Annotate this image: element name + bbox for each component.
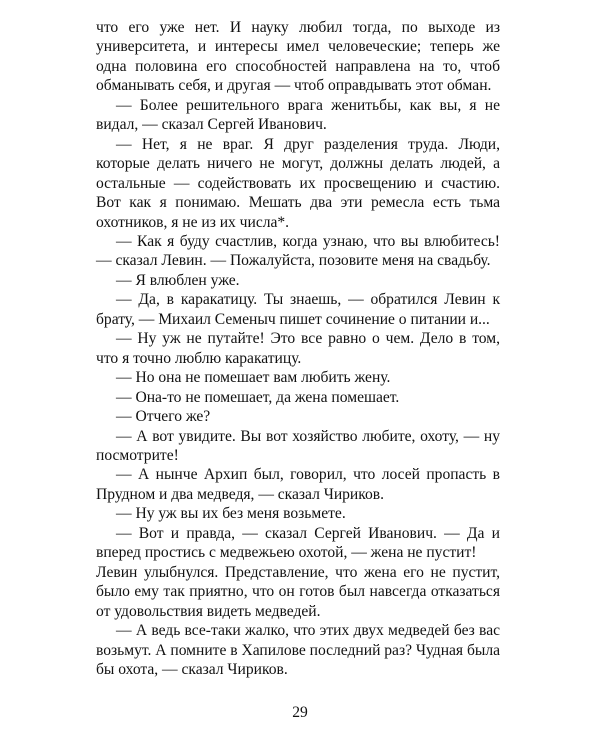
page-number: 29 bbox=[292, 704, 308, 721]
paragraph: что его уже нет. И науку любил тогда, по выходе из университета, и интересы имел человеческие; теперь же одна половина его способностей направлена на то, чтоб обманывать себя, и другая — чтоб оправдывать этот обман. bbox=[96, 19, 500, 95]
paragraph: — Отчего же? bbox=[116, 408, 211, 426]
paragraph: — Ну уж не путайте! Это все равно о чем. Дело в том, что я точно люблю каракатицу. bbox=[96, 330, 500, 367]
paragraph: — Но она не помешает вам любить жену. bbox=[116, 369, 391, 387]
page-body bbox=[96, 18, 500, 679]
paragraph: — Она-то не помешает, да жена помешает. bbox=[116, 388, 400, 406]
paragraph: — Ну уж вы их без меня возьмете. bbox=[116, 505, 346, 523]
paragraph: — Как я буду счастлив, когда узнаю, что вы влюбитесь! — сказал Левин. — Пожалуйста, позовите меня на свадьбу. bbox=[96, 232, 500, 270]
paragraph: — Я влюблен уже. bbox=[116, 271, 240, 289]
paragraph: — Да, в каракатицу. Ты знаешь, — обратился Левин к брату, — Михаил Семеныч пишет сочинение о питании и... bbox=[96, 291, 500, 328]
paragraph: — А нынче Архип был, говорил, что лосей пропасть в Прудном и два медведя, — сказал Чириков. bbox=[96, 466, 500, 503]
paragraph: — Нет, я не враг. Я друг разделения труда. Люди, которые делать ничего не могут, должны делать людей, а остальные — содействовать их просвещению и счастию. Вот как я понимаю. Мешать два эти ремесла есть тьма охотников, я не из их числа*. bbox=[96, 135, 500, 231]
paragraph: Левин улыбнулся. Представление, что жена его не пустит, было ему так приятно, что он готов был навсегда отказаться от удовольствия видеть медведей. bbox=[96, 563, 500, 620]
paragraph: — Более решительного врага женитьбы, как вы, я не видал, — сказал Сергей Иванович. bbox=[96, 96, 500, 134]
paragraph: — Вот и правда, — сказал Сергей Иванович. — Да и вперед простись с медвежьею охотой, — жена не пустит! bbox=[96, 524, 500, 562]
paragraph: — А вот увидите. Вы вот хозяйство любите, охоту, — ну посмотрите! bbox=[96, 427, 500, 464]
paragraph: — А ведь все-таки жалко, что этих двух медведей без вас возьмут. А помните в Хапилове последний раз? Чудная была бы охота, — сказал Чириков. bbox=[96, 622, 500, 678]
